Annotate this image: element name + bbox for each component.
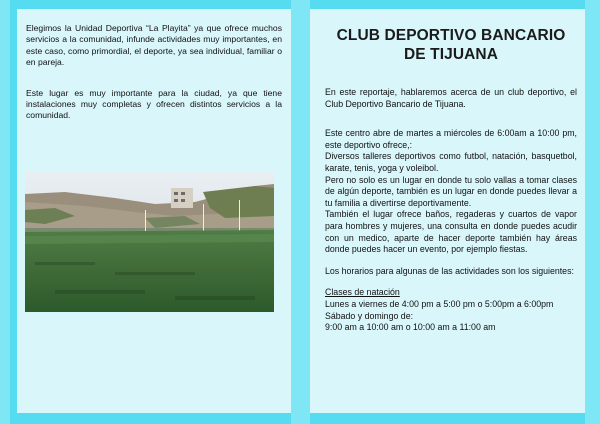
right-edge-strip [585, 0, 600, 424]
sports-field-photo [25, 172, 274, 312]
swimming-heading: Clases de natación [325, 287, 400, 298]
left-edge-strip [0, 0, 10, 424]
center-fold-strip [291, 0, 310, 424]
report-intro-paragraph: En este reportaje, hablaremos acerca de un club deportivo, el Club Deportivo Bancario de Tijuana. [325, 87, 577, 109]
workshops-paragraph: Diversos talleres deportivos como futbol, natación, basquetbol, karate, tenis, yoga y voleibol. [325, 151, 577, 173]
schedules-intro-paragraph: Los horarios para algunas de las actividades son los siguientes: [325, 265, 574, 276]
left-panel [17, 9, 291, 413]
swimming-weekend-schedule: 9:00 am a 10:00 am o 10:00 am a 11:00 am [325, 322, 496, 333]
facilities-paragraph: También el lugar ofrece baños, regaderas y cuartos de vapor para hombres y mujeres, una consulta en donde puedes acudir con un medico, aparte de hacer deporte también hay áreas donde puedes hacer un evento, por ejemplo fiestas. [325, 209, 577, 255]
swimming-weekday-schedule: Lunes a viernes de 4:00 pm a 5:00 pm o 5:00pm a 6:00pm [325, 298, 554, 309]
left-importance-paragraph: Este lugar es muy importante para la ciudad, ya que tiene instalaciones muy completas y ofrecen distintos servicios a la comunidad. [26, 87, 282, 121]
family-paragraph: Pero no solo es un lugar en donde tu solo vallas a tomar clases de algún deporte, también es un lugar en donde puedes llevar a tu familia a divertirse deportivamente. [325, 174, 577, 208]
sports-field-illustration [25, 172, 274, 312]
opening-hours-paragraph: Este centro abre de martes a miércoles de 6:00am a 10:00 pm, este deportivo ofrece,: [325, 128, 577, 150]
left-intro-paragraph: Elegimos la Unidad Deportiva “La Playita” ya que ofrece muchos servicios a la comunidad, infunde actividades muy importantes, en este caso, como primordial, el deporte, ya sea individual, familiar o en pareja. [26, 23, 282, 68]
right-panel [310, 9, 585, 413]
swimming-weekend-label: Sábado y domingo de: [325, 310, 414, 321]
club-title: CLUB DEPORTIVO BANCARIO DE TIJUANA [336, 27, 566, 63]
